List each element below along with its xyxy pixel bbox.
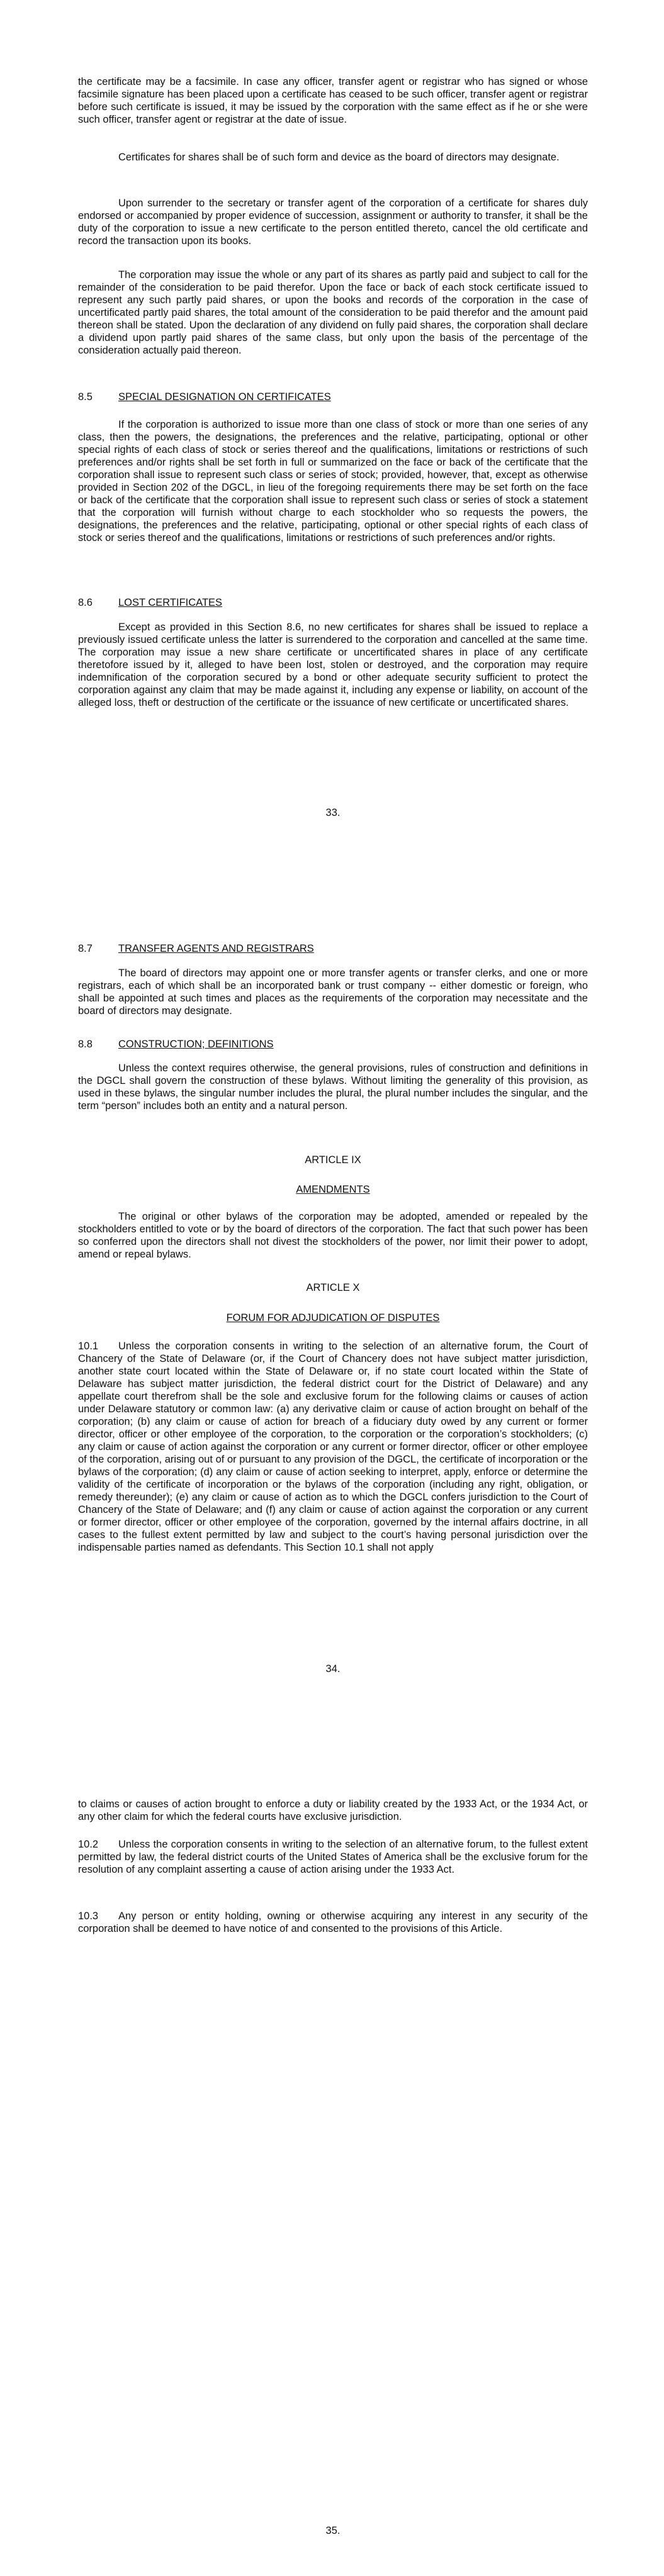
- paragraph-text: Any person or entity holding, owning or otherwise acquiring any interest in any security of the corporation shall be deemed to have notice of and consented to the provisions of this Article.: [78, 1910, 588, 1934]
- section-title: CONSTRUCTION; DEFINITIONS: [118, 1039, 274, 1050]
- paragraph-text: Unless the corporation consents in writing to the selection of an alternative forum, to the fullest extent permitted by law, the federal district courts of the United States of America shall be the exclusive forum for the resolution of any complaint asserting a cause of action arising under the 1933 Act.: [78, 1839, 588, 1875]
- section-number: 8.6: [78, 597, 93, 608]
- section-title: LOST CERTIFICATES: [118, 597, 223, 608]
- paragraph-lost-certificates: Except as provided in this Section 8.6, no new certificates for shares shall be issued to replace a previously issued certificate unless the latter is surrendered to the corporation and cancelled at the same time. The corporation may issue a new share certificate or uncertificated shares in place of any certificate theretofore issued by it, alleged to have been lost, stolen or destroyed, and the corporation may require indemnification of the corporation secured by a bond or other adequate security sufficient to protect the corporation against any claim that may be made against it, including any expense or liability, on account of the alleged loss, theft or destruction of the certificate or the issuance of new certificate or uncertificated shares.: [78, 622, 588, 708]
- section-number: 10.3: [78, 1910, 99, 1922]
- paragraph-amendments: The original or other bylaws of the corporation may be adopted, amended or repealed by the stockholders entitled to vote or by the board of directors of the corporation. The fact that such power has been so conferred upon the directors shall not divest the stockholders of the power, nor limit their power to adopt, amend or repeal bylaws.: [78, 1211, 588, 1260]
- paragraph-text: Unless the corporation consents in writing to the selection of an alternative forum, the Court of Chancery of the State of Delaware (or, if the Court of Chancery does not have subject matter jurisdiction, another state court located within the State of Delaware or, if no state court located within the State of Delaware has subject matter jurisdiction, the federal district court for the District of Delaware) and any appellate court therefrom shall be the sole and exclusive forum for the following claims or causes of action under Delaware statutory or common law: (a) any derivative claim or cause of action brought on behalf of the corporation; (b) any claim or cause of action for breach of a fiduciary duty owed by any current or former director, officer or other employee of the corporation, to the corporation or the corporation’s stockholders; (c) any claim or cause of action against the corporation or any current or former director, officer or other employee of the corporation, arising out of or pursuant to any provision of the DGCL, the certificate of incorporation or the bylaws of the corporation; (d) any claim or cause of action seeking to interpret, apply, enforce or determine the validity of the certificate of incorporation or the bylaws of the corporation (including any right, obligation, or remedy thereunder); (e) any claim or cause of action as to which the DGCL confers jurisdiction to the Court of Chancery of the State of Delaware; and (f) any claim or cause of action against the corporation or any current or former director, officer or other employee of the corporation, governed by the internal affairs doctrine, in all cases to the fullest extent permitted by law and subject to the court’s having personal jurisdiction over the indispensable parties named as defendants. This Section 10.1 shall not apply: [78, 1341, 588, 1553]
- section-number: 8.7: [78, 943, 93, 954]
- paragraph-forum-continued: to claims or causes of action brought to enforce a duty or liability created by the 1933 Act, or the 1934 Act, or any other claim for which the federal courts have exclusive jurisdiction.: [78, 1798, 588, 1822]
- article-title-forum: FORUM FOR ADJUDICATION OF DISPUTES: [226, 1312, 440, 1324]
- section-title: TRANSFER AGENTS AND REGISTRARS: [118, 943, 314, 954]
- section-number: 8.8: [78, 1039, 93, 1050]
- paragraph-certificate-form: Certificates for shares shall be of such form and device as the board of directors may designate.: [118, 152, 560, 163]
- paragraph-forum-10-1: [78, 1340, 588, 1554]
- paragraph-certificate-surrender: Upon surrender to the secretary or transfer agent of the corporation of a certificate for shares duly endorsed or accompanied by proper evidence of succession, assignment or authority to transfer, it shall be the duty of the corporation to issue a new certificate to the person entitled thereto, cancel the old certificate and record the transaction upon its books.: [78, 198, 588, 247]
- section-heading-8-5: [78, 391, 588, 403]
- paragraph-special-designation: If the corporation is authorized to issue more than one class of stock or more than one series of any class, then the powers, the designations, the preferences and the relative, participating, optional or other special rights of each class of stock or series thereof and the qualifications, limitations or restrictions of such preferences and/or rights shall be set forth in full or summarized on the face or back of the certificate that the corporation shall issue to represent such class or series of stock; provided, however, that, except as otherwise provided in Section 202 of the DGCL, in lieu of the foregoing requirements there may be set forth on the face or back of the certificate that the corporation shall issue to represent such class or series of stock a statement that the corporation will furnish without charge to each stockholder who so requests the powers, the designations, the preferences and the relative, participating, optional or other special rights of each class of stock or series thereof and the qualifications, limitations or restrictions of such preferences and/or rights.: [78, 419, 588, 544]
- page-number: 34.: [325, 1663, 340, 1675]
- article-heading-x: ARTICLE X: [306, 1282, 360, 1293]
- section-title: SPECIAL DESIGNATION ON CERTIFICATES: [118, 391, 331, 403]
- paragraph-forum-10-2: [78, 1838, 588, 1876]
- section-number: 10.2: [78, 1839, 99, 1850]
- page-number: 33.: [325, 807, 340, 818]
- section-number: 8.5: [78, 391, 93, 403]
- paragraph-forum-10-3: [78, 1910, 588, 1935]
- paragraph-certificate-facsimile: the certificate may be a facsimile. In case any officer, transfer agent or registrar who has signed or whose facsimile signature has been placed upon a certificate has ceased to be such officer, transfer agent or registrar before such certificate is issued, it may be issued by the corporation with the same effect as if he or she were such officer, transfer agent or registrar at the date of issue.: [78, 76, 588, 125]
- paragraph-transfer-agents: The board of directors may appoint one or more transfer agents or transfer clerks, and one or more registrars, each of which shall be an incorporated bank or trust company -- either domestic or foreign, who shall be appointed at such times and places as the requirements of the corporation may necessitate and the board of directors may designate.: [78, 967, 588, 1017]
- paragraph-partly-paid-shares: The corporation may issue the whole or any part of its shares as partly paid and subject to call for the remainder of the consideration to be paid therefor. Upon the face or back of each stock certificate issued to represent any such partly paid shares, or upon the books and records of the corporation in the case of uncertificated partly paid shares, the total amount of the consideration to be paid therefor and the amount paid thereon shall be stated. Upon the declaration of any dividend on fully paid shares, the corporation shall declare a dividend upon partly paid shares of the same class, but only upon the basis of the percentage of the consideration actually paid thereon.: [78, 269, 588, 356]
- section-heading-8-6: [78, 596, 588, 609]
- paragraph-construction-definitions: Unless the context requires otherwise, the general provisions, rules of construction and definitions in the DGCL shall govern the construction of these bylaws. Without limiting the generality of this provision, as used in these bylaws, the singular number includes the plural, the plural number includes the singular, and the term “person” includes both an entity and a natural person.: [78, 1062, 588, 1112]
- section-heading-8-7: [78, 942, 588, 955]
- section-number: 10.1: [78, 1341, 99, 1352]
- article-heading-ix: ARTICLE IX: [305, 1154, 361, 1166]
- page-number: 35.: [325, 2525, 340, 2536]
- section-heading-8-8: [78, 1038, 588, 1051]
- article-title-amendments: AMENDMENTS: [296, 1184, 370, 1195]
